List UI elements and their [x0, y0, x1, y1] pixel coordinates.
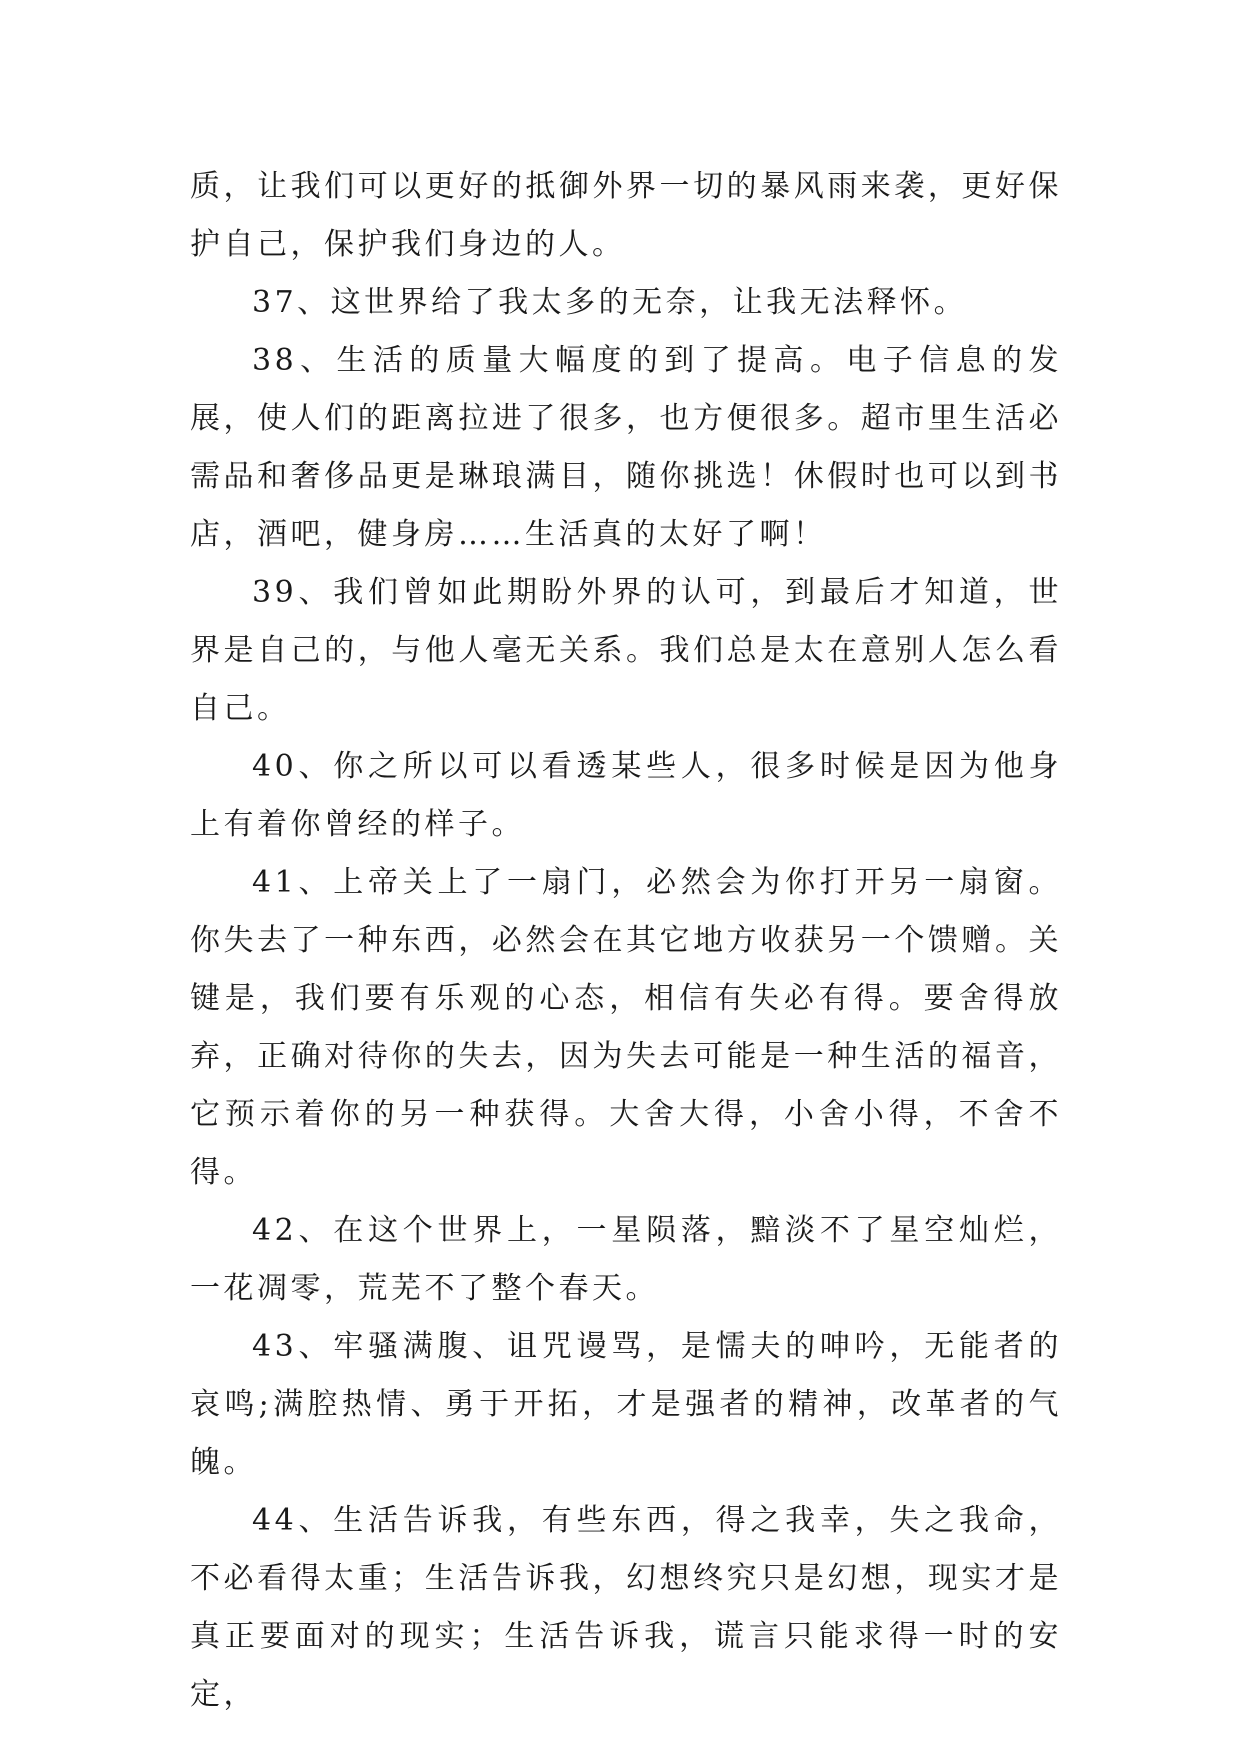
document-body [190, 158, 1062, 1724]
paragraph-38: 38、生活的质量大幅度的到了提高。电子信息的发展，使人们的距离拉进了很多，也方便很多。超市里生活必需品和奢侈品更是琳琅满目，随你挑选！休假时也可以到书店，酒吧，健身房……生活真的太好了啊！ [190, 343, 1062, 552]
paragraph-continuation: 质，让我们可以更好的抵御外界一切的暴风雨来袭，更好保护自己，保护我们身边的人。 [190, 169, 1062, 262]
paragraph-39: 39、我们曾如此期盼外界的认可，到最后才知道，世界是自己的，与他人毫无关系。我们总是太在意别人怎么看自己。 [190, 575, 1062, 726]
paragraph-43: 43、牢骚满腹、诅咒谩骂，是懦夫的呻吟，无能者的哀鸣;满腔热情、勇于开拓，才是强者的精神，改革者的气魄。 [190, 1329, 1062, 1480]
paragraph-37: 37、这世界给了我太多的无奈，让我无法释怀。 [252, 285, 968, 320]
paragraph-44: 44、生活告诉我，有些东西，得之我幸，失之我命，不必看得太重；生活告诉我，幻想终究只是幻想，现实才是真正要面对的现实；生活告诉我，谎言只能求得一时的安定， [190, 1503, 1062, 1712]
paragraph-40: 40、你之所以可以看透某些人，很多时候是因为他身上有着你曾经的样子。 [190, 749, 1062, 842]
paragraph-42: 42、在这个世界上，一星陨落，黯淡不了星空灿烂，一花凋零，荒芜不了整个春天。 [190, 1213, 1062, 1306]
paragraph-41: 41、上帝关上了一扇门，必然会为你打开另一扇窗。你失去了一种东西，必然会在其它地方收获另一个馈赠。关键是，我们要有乐观的心态，相信有失必有得。要舍得放弃，正确对待你的失去，因为失去可能是一种生活的福音，它预示着你的另一种获得。大舍大得，小舍小得，不舍不得。 [190, 865, 1062, 1190]
